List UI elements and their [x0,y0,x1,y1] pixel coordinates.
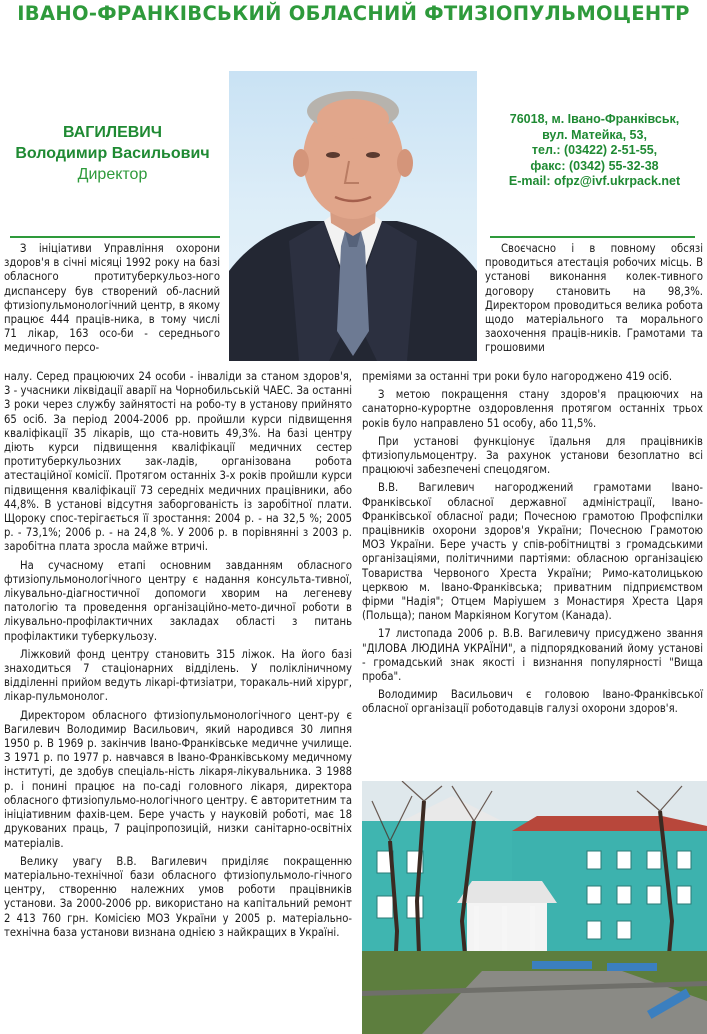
contact-email: E-mail: ofpz@ivf.ukrpack.net [508,174,681,188]
paragraph: При установі функціонує їдальня для працівників фтизіопульмоцентру. За рахунок установи безоплатно всі працюючі забезпечені спецодягом. [362,434,703,477]
paragraph: Ліжковий фонд центру становить 315 ліжок. На його базі знаходиться 7 стаціонарних відділень. У полікліничному відділенні прийом ведуть лікарі-фтизіатри, торакаль-ний хірург, лікар-пульмонолог. [4,647,352,704]
page-title: ІВАНО-ФРАНКІВСЬКИЙ ОБЛАСНИЙ ФТИЗІОПУЛЬМОЦЕНТР [17,2,690,25]
paragraph: З ініціативи Управління охорони здоров'я в січні місяці 1992 року на базі обласного протитуберкульоз-ного диспансеру був створений об-ласний фтизіопульмонологічний центр, в якому працює 444 праців-ника, в тому числі 71 лікар, 163 осо-би - середнього медичного персо- [4,242,220,355]
left-column-body [4,370,352,944]
hospital-building-photo [362,781,707,1034]
building-illustration [362,781,707,1034]
paragraph: Своєчасно і в повному обсязі проводиться атестація робочих місць. В установі виконання колек-тивного договору становить на 98,3%. Директором проводиться велика робота щодо матеріального та морального заохочення праців-ників. Грамотами та грошовими [485,242,703,355]
director-position: Директор [77,166,148,183]
contact-block [482,112,707,190]
paragraph: З метою покращення стану здоров'я працюючих на санаторно-курортне оздоровлення протягом останніх трьох років було направлено 51 особу, або 11,5%. [362,388,703,430]
right-divider [490,236,695,238]
left-column-intro [4,242,220,360]
paragraph: Велику увагу В.В. Вагилевич приділяє покращенню матеріально-технічної бази обласного фтизіопульмоло-гічного центру, створенню належних умов роботи працівників установи. За 2000-2006 рр. використано на капітальний ремонт 2 413 760 грн. Комісією МОЗ України у 2005 р. матеріально-технічна база установи визнана однією з найкращих в Україні. [4,854,352,939]
paragraph: налу. Серед працюючих 24 особи - інваліди за станом здоров'я, 3 - учасники ліквідації аварії на Чорнобильській ЧАЕС. За останні 3 роки через службу зайнятості на робо-ту в установу прийнято 65 осіб. За період 2004-2006 рр. пройшли курси підвищення кваліфікації 35 лікарів, що ста-новить 49,3%. На базі центру діють курси підвищення кваліфікації медичних сестер протитуберкульозних зак-ладів, організована робота атестаційної комісії. Протягом останніх 3-х років пройшли курси підвищення кваліфікації 73 середніх медичних працівники, або 44,8%. В установі відсутня заборгованість із заробітної плати. Щороку спос-терігається її зростання: 2004 р. - на 32,5 %; 2005 р. - 73,1%; 2006 р. - на 24,8 %. У 2006 р. в порівнянні з 2003 р. заробітна плата зросла майже втричі. [4,370,352,554]
director-given-name: Володимир Васильович [15,145,210,162]
contact-address-street: вул. Матейка, 53, [542,127,647,142]
left-divider [10,236,220,238]
paragraph: Володимир Васильович є головою Івано-Франківської обласної організації роботодавців галузі охорони здоров'я. [362,688,703,716]
director-name-block [0,122,225,185]
paragraph: 17 листопада 2006 р. В.В. Вагилевичу присуджено звання "ДІЛОВА ЛЮДИНА УКРАЇНИ", а підпорядкований йому установі - громадський знак якості і визнання популярності "Вища проба". [362,627,703,684]
paragraph: Директором обласного фтизіопульмонологічного цент-ру є Вагилевич Володимир Васильович, який народився 30 липня 1950 р. В 1969 р. закінчив Івано-Франківське медичне училище. З 1971 р. по 1977 р. навчався в Івано-Франківському медичному інституті, де здобув спеціаль-ність лікаря-лікувальника. З 1988 р. і понині працює на по-саді головного лікаря, директора обласного фтизіопульмо-нологічного центру. Є авторитетним та ініціативним фахів-цем. Бере участь у науковій роботі, має 18 друкованих праць, 7 раціпропозицій, низки санітарно-освітніх матеріалів. [4,708,352,850]
right-column-intro [485,242,703,360]
contact-fax: факс: (0342) 55-32-38 [530,158,659,173]
paragraph: В.В. Вагилевич нагороджений грамотами Івано-Франківської обласної державної адміністрації, Івано-Франківської обласної ради; Почесною грамотою Профспілки працівників охорони здоров'я України; Почесною Грамотою МОЗ України. Бере участь у спів-робітництві з громадськими організаціями, політичними партіями: обласною організацією Товариства Червоного Хреста України; Римо-католицькою церквою м. Івано-Франківська; приватним підприємством фірми "Надія"; Отцем Маріушем з Монастиря Хреста Царя (Польща); паном Маркіяном Когутом (Канада). [362,481,703,623]
right-column-body [362,370,703,721]
director-surname: ВАГИЛЕВИЧ [62,124,163,141]
contact-address-city: 76018, м. Івано-Франківськ, [509,112,680,126]
paragraph: На сучасному етапі основним завданням обласного фтизіопульмонологічного центру є надання консульта-тивної, лікувально-діагностичної допомоги хворим на легеневу патологію та проведення організаційно-мето-дичної роботи в лікувально-профілактичних закладах області з питань профілактики туберкульозу. [4,558,352,643]
portrait-illustration [229,71,477,361]
portrait-photo [229,71,477,361]
paragraph: преміями за останні три роки було нагороджено 419 осіб. [362,370,673,383]
contact-phone: тел.: (03422) 2-51-55, [531,143,658,157]
